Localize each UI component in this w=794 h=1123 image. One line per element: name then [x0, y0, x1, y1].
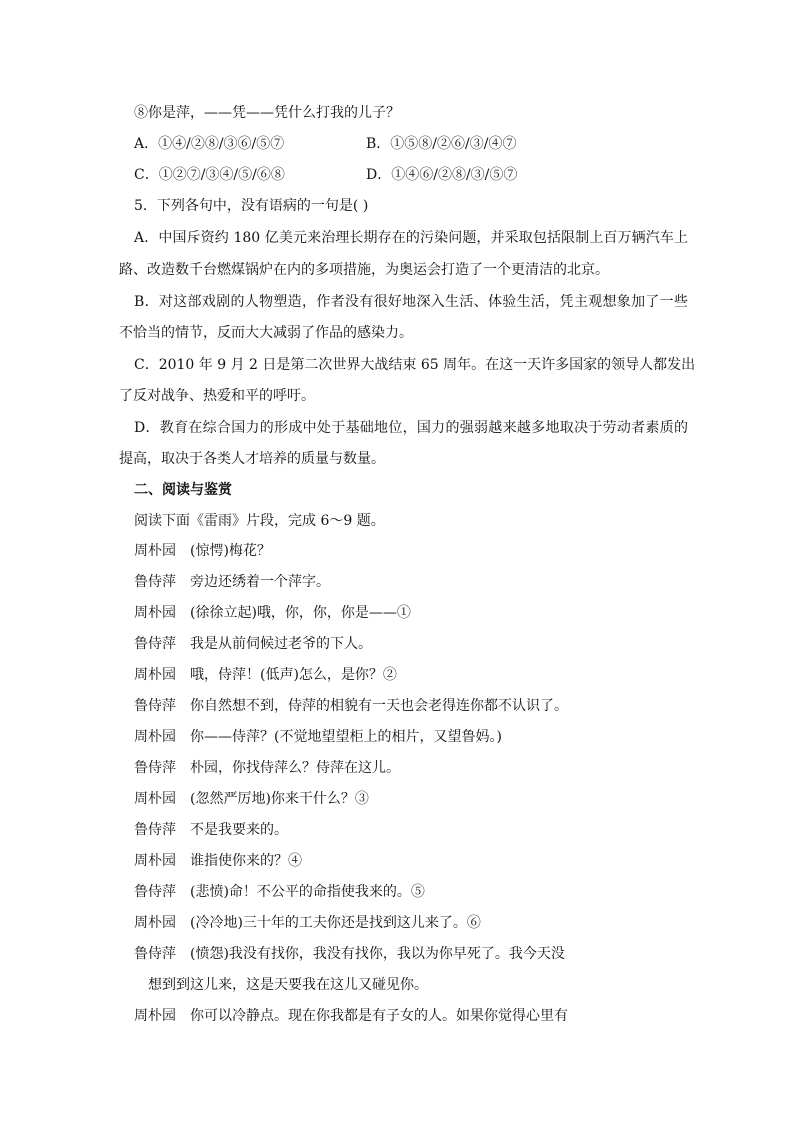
speaker-name: 鲁侍萍 [134, 884, 176, 900]
dialogue-text: (惊愕)梅花？ [190, 543, 271, 559]
speaker-name: 周朴园 [134, 791, 176, 807]
speaker-name: 鲁侍萍 [134, 822, 176, 838]
speaker-name: 周朴园 [134, 853, 176, 869]
dialogue-text: 我是从前伺候过老爷的下人。 [190, 636, 372, 652]
q5-option-d-line2: 提高，取决于各类人才培养的质量与数量。 [119, 451, 385, 467]
dialogue-line [134, 1006, 568, 1026]
q4-option-d: D．①④⑥/②⑧/③/⑤⑦ [366, 167, 518, 183]
q5-stem: 5．下列各句中，没有语病的一句是( ) [134, 198, 369, 214]
speaker-name: 鲁侍萍 [134, 574, 176, 590]
q5-option-a-line2: 路、改造数千台燃煤锅炉在内的多项措施，为奥运会打造了一个更清洁的北京。 [119, 262, 609, 278]
dialogue-text: 你——侍萍？(不觉地望望柜上的相片，又望鲁妈。) [190, 729, 502, 745]
dialogue-text: (忽然严厉地)你来干什么？③ [190, 791, 369, 807]
speaker-name: 周朴园 [134, 1008, 176, 1024]
q5-option-a-line1: A．中国斥资约 180 亿美元来治理长期存在的污染问题，并采取包括限制上百万辆汽车上 [134, 230, 688, 246]
speaker-name: 鲁侍萍 [134, 636, 176, 652]
dialogue-text: 想到到这儿来，这是天要我在这儿又碰见你。 [148, 977, 428, 993]
speaker-name: 周朴园 [134, 729, 176, 745]
dialogue-line [134, 758, 400, 778]
speaker-name: 鲁侍萍 [134, 946, 176, 962]
q5-option-b-line1: B．对这部戏剧的人物塑造，作者没有很好地深入生活、体验生活，凭主观想象加了一些 [134, 294, 688, 310]
dialogue-line [134, 820, 288, 840]
dialogue-text: 朴园，你找侍萍么？侍萍在这儿。 [190, 760, 400, 776]
dialogue-line [134, 944, 565, 964]
dialogue-text: 哦，侍萍！(低声)怎么，是你？② [190, 667, 397, 683]
dialogue-continuation [148, 975, 428, 995]
dialogue-text: (冷冷地)三十年的工夫你还是找到这儿来了。⑥ [190, 915, 481, 931]
q5-option-d-line1: D．教育在综合国力的形成中处于基础地位，国力的强弱越来越多地取决于劳动者素质的 [134, 420, 688, 436]
dialogue-line [134, 665, 397, 685]
dialogue-line [134, 541, 271, 561]
q5-option-b-line2: 不恰当的情节，反而大大减弱了作品的感染力。 [119, 325, 413, 341]
q4-option-b: B．①⑤⑧/②⑥/③/④⑦ [366, 136, 517, 152]
q4-option-c: C．①②⑦/③④/⑤/⑥⑧ [134, 167, 285, 183]
dialogue-line [134, 634, 372, 654]
section-intro: 阅读下面《雷雨》片段，完成 6～9 题。 [134, 513, 385, 529]
dialogue-line [134, 913, 481, 933]
dialogue-text: (愤怨)我没有找你，我没有找你，我以为你早死了。我今天没 [190, 946, 565, 962]
section-heading: 二、阅读与鉴赏 [134, 482, 232, 498]
q5-option-c-line1: C．2010 年 9 月 2 日是第二次世界大战结束 65 周年。在这一天许多国家的领导人都发出 [134, 357, 696, 373]
dialogue-text: (悲愤)命！不公平的命指使我来的。⑤ [190, 884, 425, 900]
dialogue-line [134, 851, 302, 871]
dialogue-line [134, 572, 330, 592]
dialogue-line [134, 696, 568, 716]
dialogue-text: 旁边还绣着一个萍字。 [190, 574, 330, 590]
q5-option-c-line2: 了反对战争、热爱和平的呼吁。 [119, 388, 315, 404]
dialogue-text: (徐徐立起)哦，你，你，你是——① [190, 605, 411, 621]
speaker-name: 周朴园 [134, 605, 176, 621]
speaker-name: 周朴园 [134, 915, 176, 931]
dialogue-line [134, 789, 369, 809]
speaker-name: 鲁侍萍 [134, 698, 176, 714]
dialogue-line [134, 727, 502, 747]
q4-line-8: ⑧你是萍，——凭——凭什么打我的儿子？ [134, 105, 400, 121]
q4-option-a: A．①④/②⑧/③⑥/⑤⑦ [134, 136, 285, 152]
dialogue-text: 谁指使你来的？④ [190, 853, 302, 869]
dialogue-text: 不是我要来的。 [190, 822, 288, 838]
speaker-name: 鲁侍萍 [134, 760, 176, 776]
dialogue-text: 你可以冷静点。现在你我都是有子女的人。如果你觉得心里有 [190, 1008, 568, 1024]
dialogue-text: 你自然想不到，侍萍的相貌有一天也会老得连你都不认识了。 [190, 698, 568, 714]
speaker-name: 周朴园 [134, 543, 176, 559]
dialogue-line [134, 603, 411, 623]
speaker-name: 周朴园 [134, 667, 176, 683]
dialogue-line [134, 882, 425, 902]
